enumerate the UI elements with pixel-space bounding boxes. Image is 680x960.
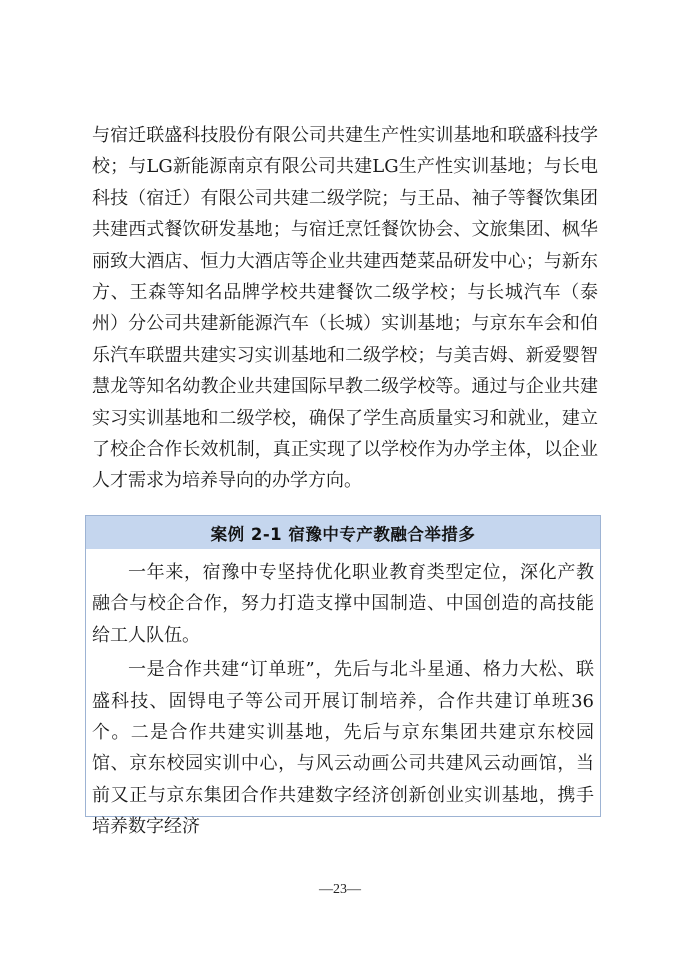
case-paragraph-1: 一年来，宿豫中专坚持优化职业教育类型定位，深化产教融合与校企合作，努力打造支撑中国制造、中国创造的高技能给工人队伍。 xyxy=(92,562,594,646)
case-paragraph-2: 一是合作共建“订单班”，先后与北斗星通、格力大松、联盛科技、固锝电子等公司开展订制培养，合作共建订单班36个。二是合作共建实训基地，先后与京东集团共建京东校园馆、京东校园实训中心，与风云动画公司共建风云动画馆，当前又正与京东集团合作共建数字经济创新创业实训基地，携手培养数字经济 xyxy=(92,659,594,838)
case-study-box xyxy=(85,515,601,838)
page-number: —23— xyxy=(319,882,361,897)
intro-paragraph: 与宿迁联盛科技股份有限公司共建生产性实训基地和联盛科技学校；与LG新能源南京有限公司共建LG生产性实训基地；与长电科技（宿迁）有限公司共建二级学院；与王品、袖子等餐饮集团共建西式餐饮研发基地；与宿迁烹饪餐饮协会、文旅集团、枫华丽致大酒店、恒力大酒店等企业共建西楚菜品研发中心；与新东方、王森等知名品牌学校共建餐饮二级学校；与长城汽车（泰州）分公司共建新能源汽车（长城）实训基地；与京东车会和伯乐汽车联盟共建实习实训基地和二级学校；与美吉姆、新爱婴智慧龙等知名幼教企业共建国际早教二级学校等。通过与企业共建实习实训基地和二级学校，确保了学生高质量实习和就业，建立了校企合作长效机制，真正实现了以学校作为办学主体，以企业人才需求为培养导向的办学方向。 xyxy=(92,125,598,492)
case-study-title: 案例 2-1 宿豫中专产教融合举措多 xyxy=(86,516,600,549)
